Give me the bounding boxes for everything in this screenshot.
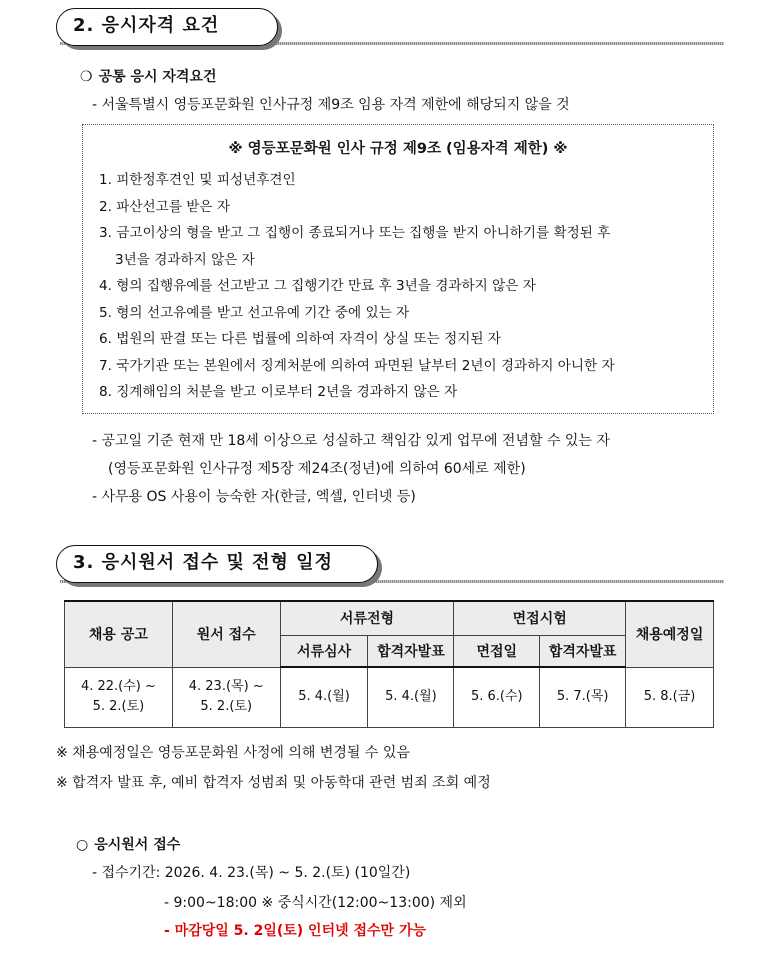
header-announce: 채용 공고 [65, 601, 173, 667]
rule-box [82, 124, 714, 414]
header-doc-group: 서류전형 [280, 601, 454, 635]
header-hire-date: 채용예정일 [626, 601, 714, 667]
rule-item: 7. 국가기관 또는 본원에서 징계처분에 의하여 파면된 날부터 2년이 경과하지 아니한 자 [99, 357, 615, 374]
rule-item: 8. 징계해임의 처분을 받고 이로부터 2년을 경과하지 않은 자 [99, 384, 458, 400]
apply-period: - 접수기간: 2026. 4. 23.(목) ~ 5. 2.(토) (10일간) [92, 865, 411, 881]
cell-interview-result: 5. 7.(목) [540, 667, 626, 727]
cell-doc-review: 5. 4.(월) [280, 667, 368, 727]
header-apply: 원서 접수 [172, 601, 280, 667]
circle-bullet-icon: ○ [76, 837, 89, 853]
cell-hire-date: 5. 8.(금) [626, 667, 714, 727]
apply-heading-label: 응시원서 접수 [94, 837, 181, 853]
circle-bullet-icon: ❍ [80, 69, 93, 85]
rule-item: 3. 금고이상의 형을 받고 그 집행이 종료되거나 또는 집행을 받지 아니하기를 확정된 후 [99, 225, 611, 241]
cell-apply-end: 5. 2.(토) [200, 699, 253, 714]
rule-item-continuation [99, 247, 703, 274]
apply-deadline-notice: - 마감당일 5. 2일(토) 인터넷 접수만 가능 [164, 923, 426, 939]
header-interview-group: 면접시험 [454, 601, 626, 635]
common-requirements-heading [80, 66, 217, 86]
cell-announce-end: 5. 2.(토) [92, 699, 145, 714]
rule-item: 1. 피한정후견인 및 피성년후견인 [99, 172, 296, 188]
apply-heading [76, 834, 180, 854]
schedule-table [64, 600, 714, 728]
apply-hours: - 9:00~18:00 ※ 중식시간(12:00~13:00) 제외 [164, 895, 467, 911]
requirement-line-2-continuation: (영등포문화원 인사규정 제5장 제24조(정년)에 의하여 60세로 제한) [108, 461, 526, 477]
common-requirements-label: 공통 응시 자격요건 [98, 69, 217, 85]
requirement-line-3: - 사무용 OS 사용이 능숙한 자(한글, 엑셀, 인터넷 등) [92, 489, 416, 505]
requirement-line-2: - 공고일 기준 현재 만 18세 이상으로 성실하고 책임감 있게 업무에 전념할 수 있는 자 [92, 433, 610, 449]
cell-interview-day: 5. 6.(수) [454, 667, 540, 727]
section3-title: 3. 응시원서 접수 및 전형 일정 [56, 545, 378, 583]
rule-item-continuation-text: 3년을 경과하지 않은 자 [115, 251, 255, 268]
rule-item: 2. 파산선고를 받은 자 [99, 198, 230, 215]
rule-item: 6. 법원의 판결 또는 다른 법률에 의하여 자격이 상실 또는 정지된 자 [99, 331, 501, 347]
cell-apply [172, 667, 280, 727]
header-doc-review: 서류심사 [280, 635, 368, 667]
cell-announce [65, 667, 173, 727]
rule-item: 4. 형의 집행유예를 선고받고 그 집행기간 만료 후 3년을 경과하지 않은 자 [99, 278, 536, 294]
cell-apply-start: 4. 23.(목) ~ [188, 679, 264, 694]
header-interview-day: 면접일 [454, 635, 540, 667]
rule-list [99, 167, 703, 406]
section2-title: 2. 응시자격 요건 [56, 8, 278, 46]
header-doc-result: 합격자발표 [368, 635, 454, 667]
rule-box-title: ※ 영등포문화원 인사 규정 제9조 (임용자격 제한) ※ [228, 141, 568, 157]
rule-item: 5. 형의 선고유예를 받고 선고유예 기간 중에 있는 자 [99, 304, 410, 321]
cell-announce-start: 4. 22.(수) ~ [80, 679, 156, 694]
note-background-check: ※ 합격자 발표 후, 예비 합격자 성범죄 및 아동학대 관련 범죄 조회 예정 [56, 775, 491, 791]
requirement-line-1: - 서울특별시 영등포문화원 인사규정 제9조 임용 자격 제한에 해당되지 않을 것 [92, 97, 570, 113]
cell-doc-result: 5. 4.(월) [368, 667, 454, 727]
header-interview-result: 합격자발표 [540, 635, 626, 667]
table-row [65, 667, 714, 727]
note-hire-date-change: ※ 채용예정일은 영등포문화원 사정에 의해 변경될 수 있음 [56, 745, 410, 761]
